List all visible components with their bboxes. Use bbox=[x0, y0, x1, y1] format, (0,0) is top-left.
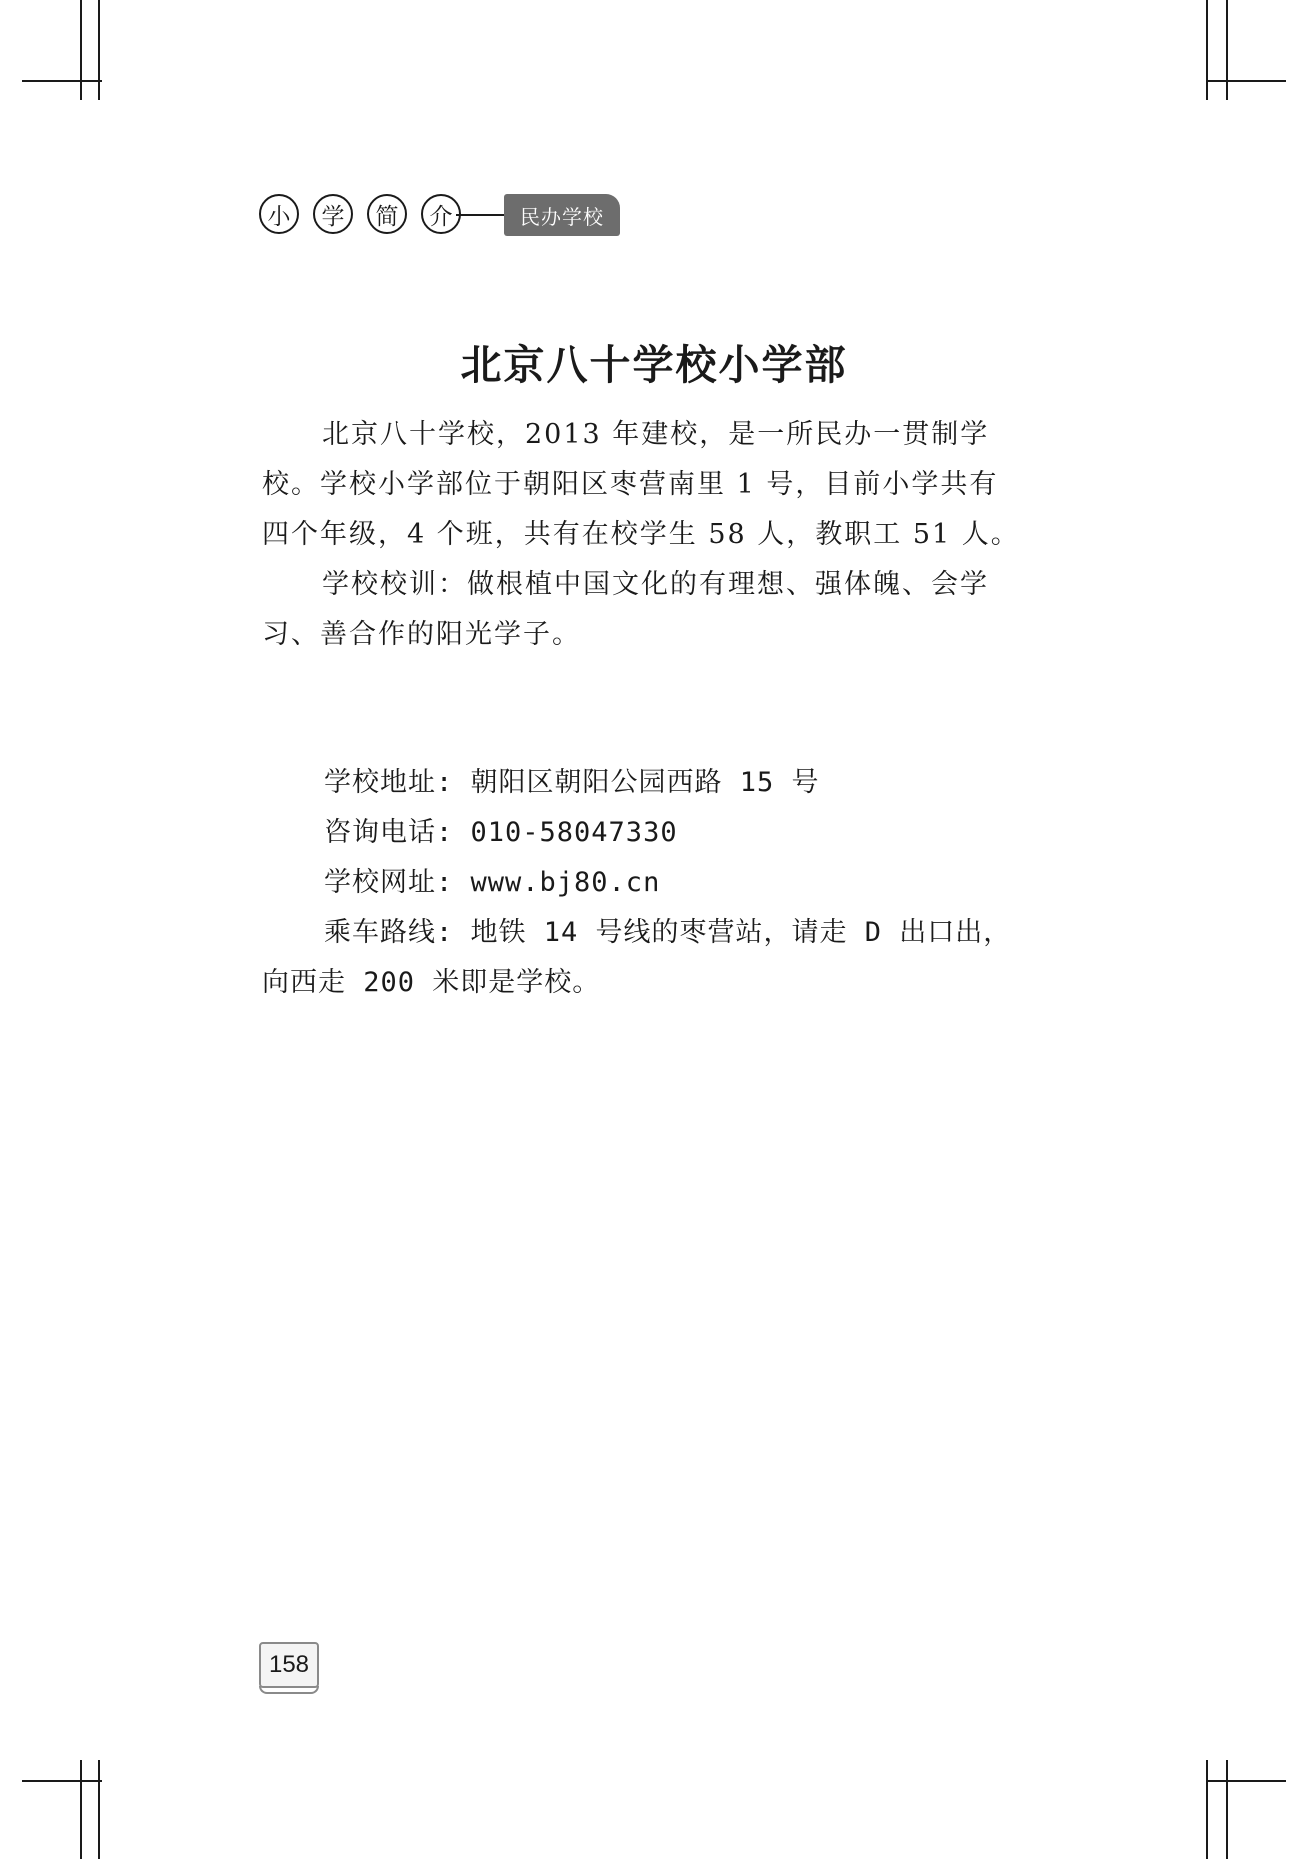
series-char: 小 bbox=[259, 194, 299, 234]
crop-mark bbox=[98, 1760, 100, 1859]
crop-mark bbox=[1206, 0, 1208, 100]
series-connector-line bbox=[456, 214, 506, 216]
website-line: 学校网址: www.bj80.cn bbox=[324, 867, 661, 898]
series-header bbox=[259, 192, 461, 236]
crop-mark bbox=[1206, 80, 1286, 82]
series-char: 介 bbox=[421, 194, 461, 234]
crop-mark bbox=[80, 0, 82, 100]
crop-mark bbox=[80, 1760, 82, 1859]
series-char: 学 bbox=[313, 194, 353, 234]
crop-mark bbox=[1226, 0, 1228, 100]
contact-info bbox=[262, 758, 1022, 1008]
route-line: 乘车路线: 地铁 14 号线的枣营站，请走 D 出口出， bbox=[324, 917, 1012, 948]
category-tag: 民办学校 bbox=[504, 194, 620, 236]
crop-mark bbox=[1206, 1780, 1286, 1782]
intro-paragraph: 北京八十学校，2013 年建校，是一所民办一贯制学校。学校小学部位于朝阳区枣营南里 1 号，目前小学共有四个年级，4 个班，共有在校学生 58 人，教职工 51 人。 bbox=[262, 419, 1020, 550]
page-title: 北京八十学校小学部 bbox=[460, 341, 848, 389]
crop-mark bbox=[1206, 1760, 1208, 1859]
crop-mark bbox=[98, 0, 100, 100]
crop-mark bbox=[22, 1780, 102, 1782]
page-number: 158 bbox=[259, 1642, 319, 1688]
crop-mark bbox=[1226, 1760, 1228, 1859]
intro-section bbox=[262, 410, 1022, 660]
series-char: 简 bbox=[367, 194, 407, 234]
motto-paragraph: 学校校训：做根植中国文化的有理想、强体魄、会学习、善合作的阳光学子。 bbox=[262, 569, 989, 650]
address-line: 学校地址: 朝阳区朝阳公园西路 15 号 bbox=[324, 767, 820, 798]
route-line-continued: 向西走 200 米即是学校。 bbox=[262, 967, 601, 998]
phone-line: 咨询电话: 010-58047330 bbox=[324, 817, 678, 848]
crop-mark bbox=[22, 80, 102, 82]
